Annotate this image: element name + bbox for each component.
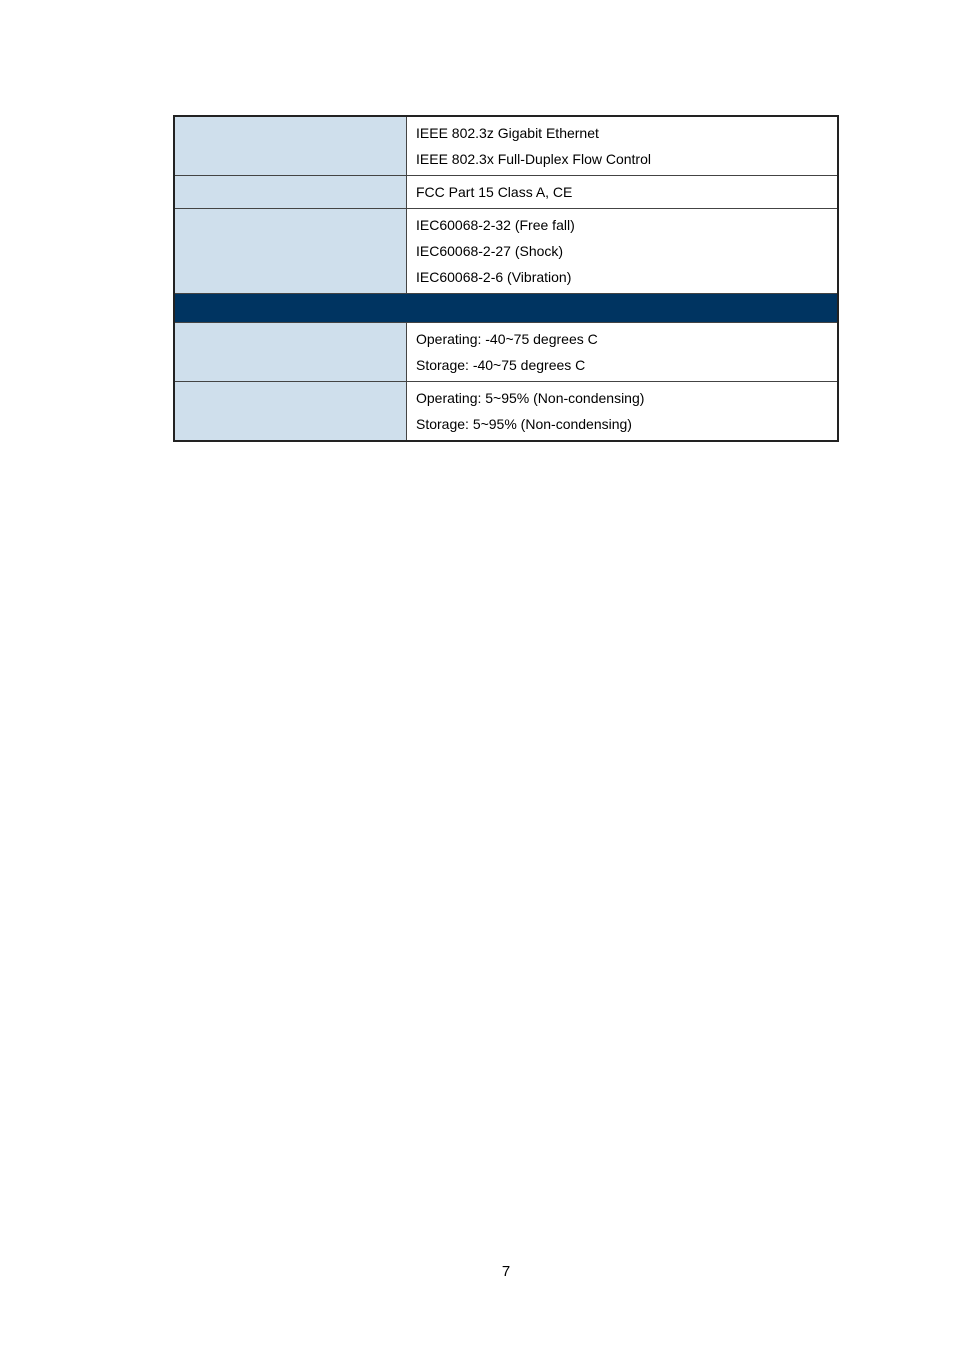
- spec-label-cell: [174, 382, 407, 442]
- spec-value-line: IEC60068-2-32 (Free fall): [416, 217, 575, 233]
- spec-value-cell: [407, 116, 839, 176]
- table-row: [174, 176, 838, 209]
- spec-label-cell: [174, 116, 407, 176]
- spec-value-line: IEC60068-2-6 (Vibration): [416, 269, 572, 285]
- spec-value-cell: [407, 323, 839, 382]
- spec-value-cell: [407, 176, 839, 209]
- spec-value-line: FCC Part 15 Class A, CE: [416, 184, 573, 200]
- spec-value-cell: [407, 382, 839, 442]
- spec-value-line: Storage: 5~95% (Non-condensing): [416, 416, 632, 432]
- table-row: [174, 116, 838, 176]
- spec-value-line: Storage: -40~75 degrees C: [416, 357, 586, 373]
- table-row: [174, 323, 838, 382]
- specification-table: [173, 115, 839, 442]
- spec-label-cell: [174, 176, 407, 209]
- spec-value-line: IEC60068-2-27 (Shock): [416, 243, 564, 259]
- spec-label-cell: [174, 209, 407, 294]
- page-number: 7: [501, 1263, 511, 1280]
- spec-label-cell: [174, 323, 407, 382]
- table-row: [174, 382, 838, 442]
- spec-value-cell: [407, 209, 839, 294]
- spec-value-line: IEEE 802.3z Gigabit Ethernet: [416, 125, 599, 141]
- spec-value-line: Operating: -40~75 degrees C: [416, 331, 598, 347]
- section-header-cell: [174, 294, 838, 323]
- table-row: [174, 209, 838, 294]
- spec-value-line: Operating: 5~95% (Non-condensing): [416, 390, 645, 406]
- spec-value-line: IEEE 802.3x Full-Duplex Flow Control: [416, 151, 651, 167]
- section-header-row: [174, 294, 838, 323]
